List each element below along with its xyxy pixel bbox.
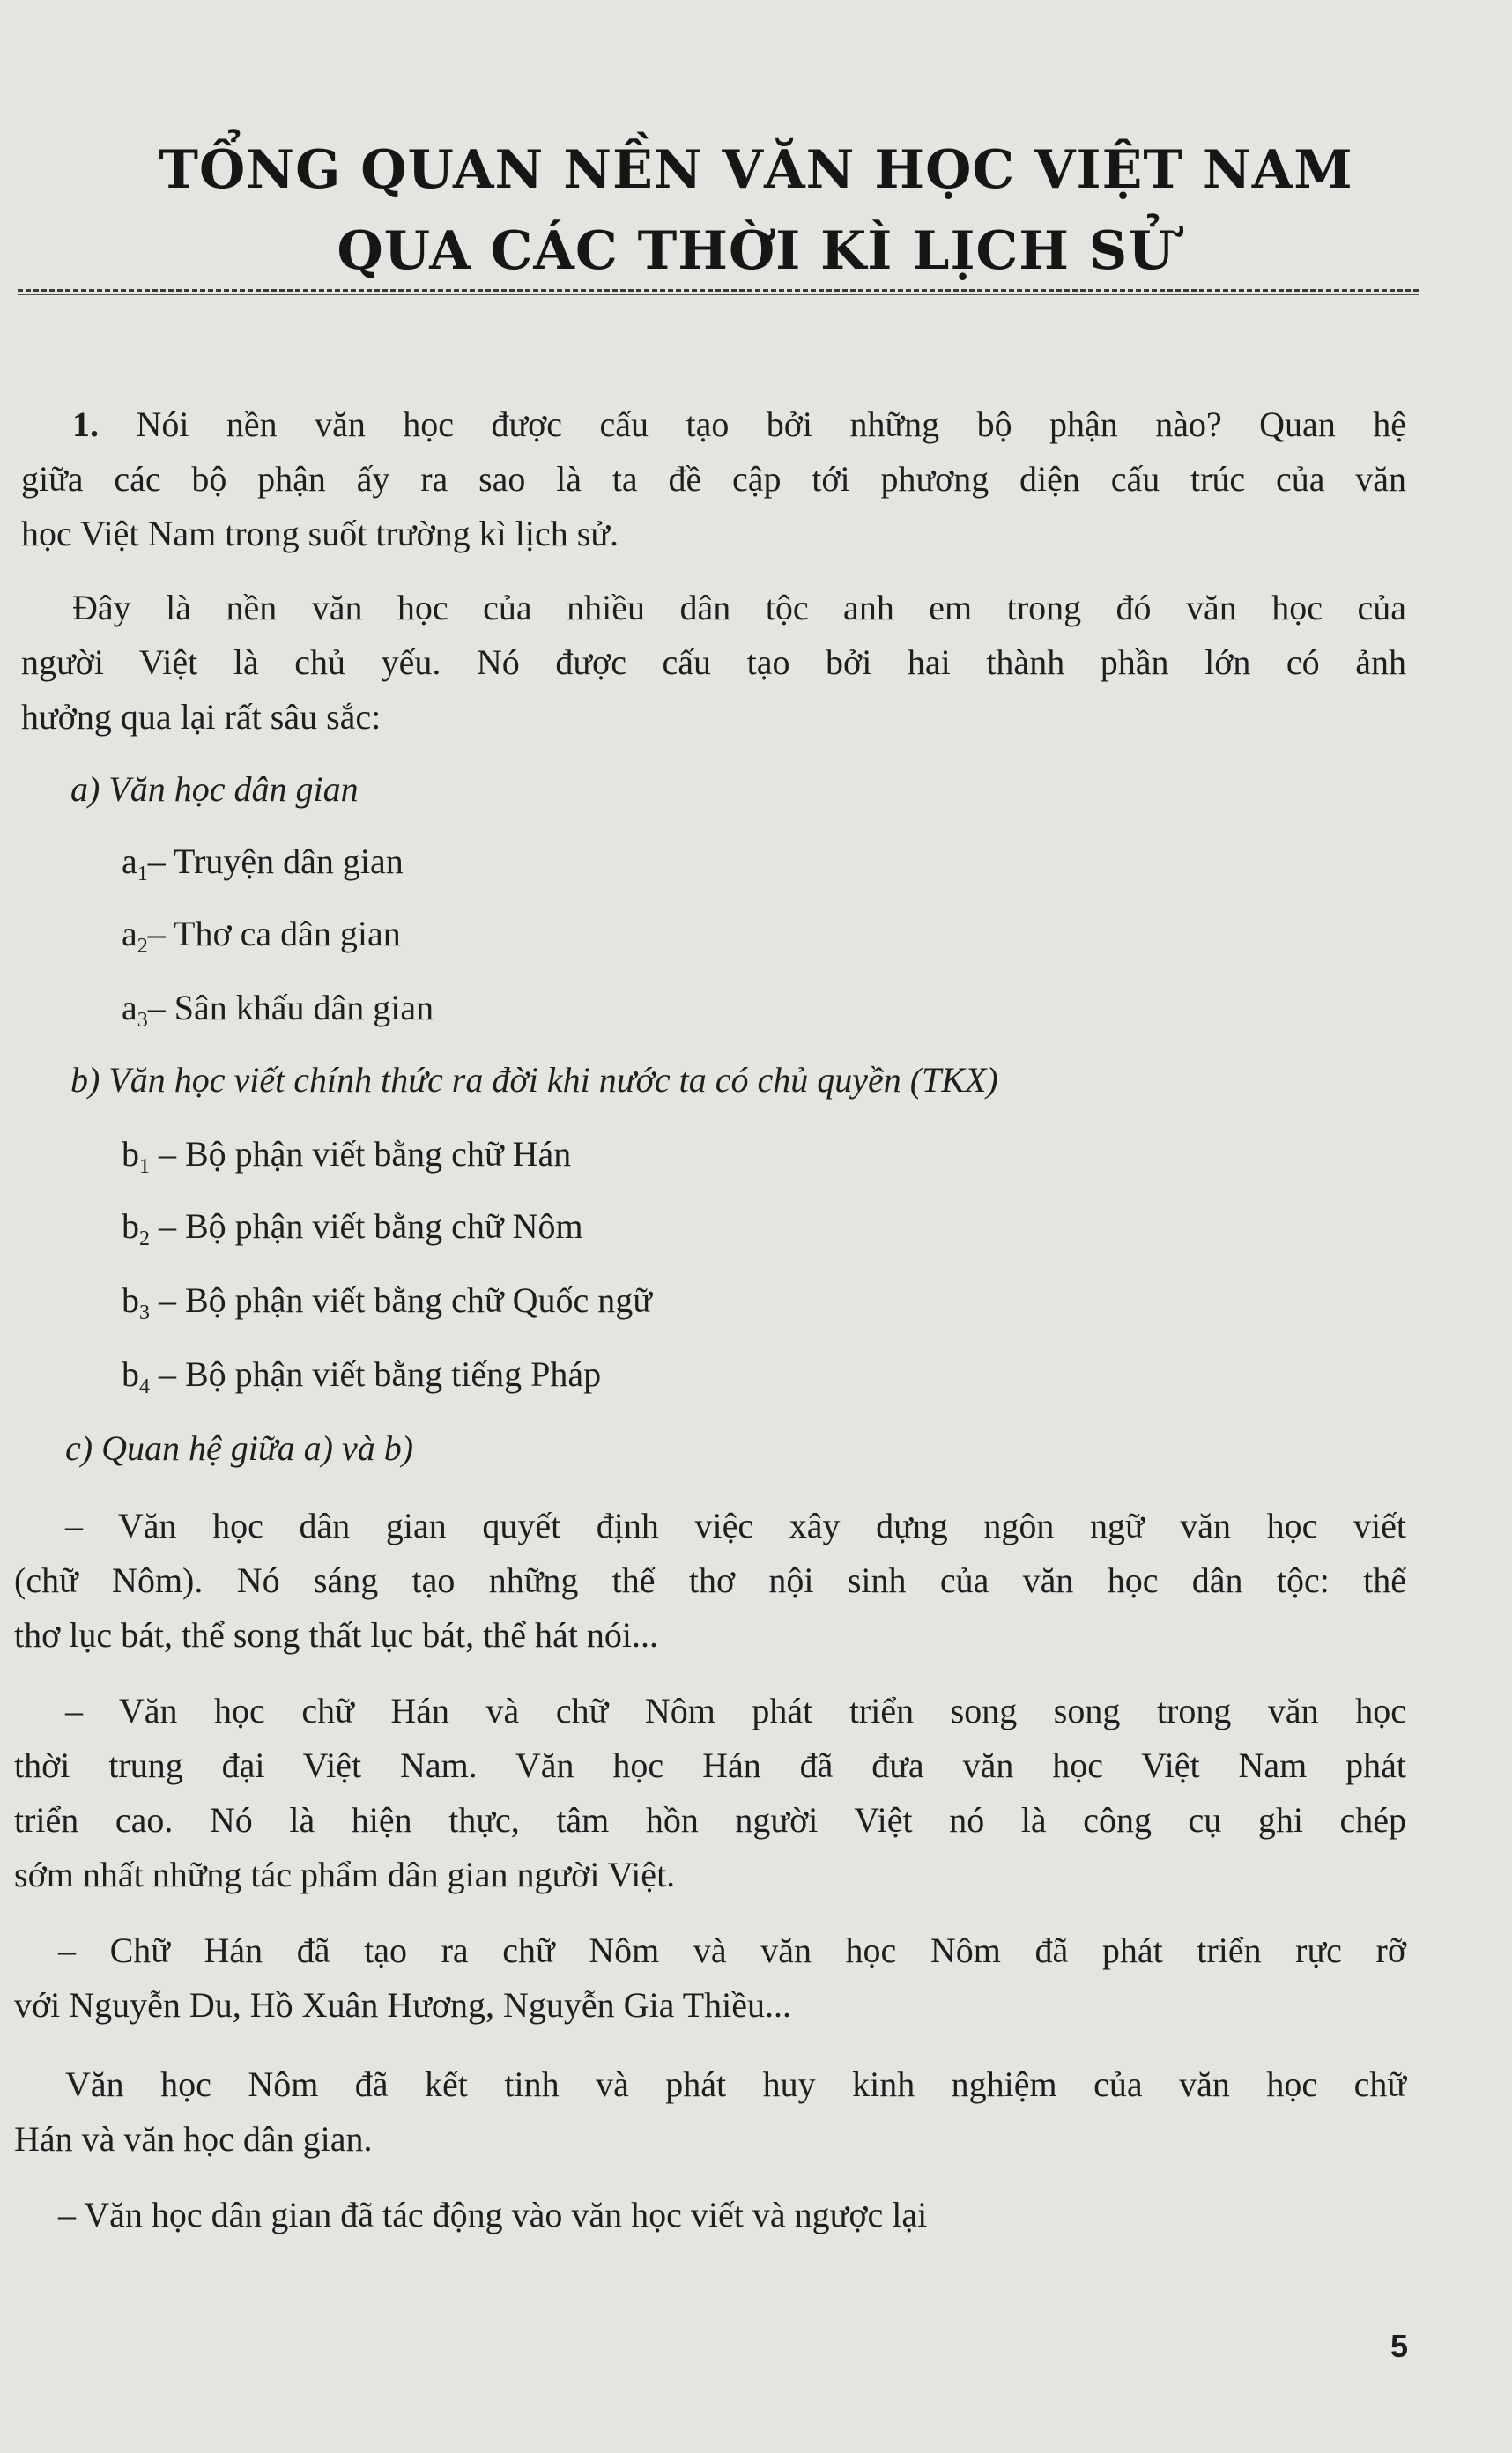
c-p5-line-1: – Văn học dân gian đã tác động vào văn học viết và ngược lại bbox=[58, 2195, 928, 2234]
section-b-item-2: $b_2$ – Bộ phận viết bằng chữ Nôm bbox=[122, 1206, 583, 1250]
c-p4-line-1: Văn học Nôm đã kết tinh và phát huy kinh nghiệm của văn học chữ bbox=[65, 2064, 1406, 2104]
para1-line-1-text: Nói nền văn học được cấu tạo bởi những bộ phận nào? Quan hệ bbox=[136, 404, 1407, 444]
c-p1-line-2: (chữ Nôm). Nó sáng tạo những thể thơ nội sinh của văn học dân tộc: thể bbox=[14, 1560, 1406, 1600]
title-divider bbox=[18, 289, 1419, 292]
para2-line-2: người Việt là chủ yếu. Nó được cấu tạo bởi hai thành phần lớn có ảnh bbox=[21, 642, 1406, 682]
para1-number: 1. bbox=[72, 404, 99, 444]
page-number: 5 bbox=[1390, 2328, 1409, 2364]
section-b-item-4: $b_4$ – Bộ phận viết bằng tiếng Pháp bbox=[122, 1354, 602, 1398]
para1-line-1 bbox=[21, 404, 1407, 444]
section-b-item-3: $b_3$ – Bộ phận viết bằng chữ Quốc ngữ bbox=[122, 1280, 652, 1324]
c-p2-line-3: triển cao. Nó là hiện thực, tâm hồn người Việt nó là công cụ ghi chép bbox=[14, 1800, 1406, 1840]
section-a-item-3: $a_3-$ Sân khấu dân gian bbox=[122, 988, 434, 1032]
c-p2-line-4: sớm nhất những tác phẩm dân gian người Việt. bbox=[14, 1855, 676, 1894]
section-c-heading: c) Quan hệ giữa a) và b) bbox=[65, 1428, 414, 1468]
c-p3-line-2: với Nguyễn Du, Hồ Xuân Hương, Nguyễn Gia Thiều... bbox=[14, 1985, 792, 2025]
section-b-heading: b) Văn học viết chính thức ra đời khi nước ta có chủ quyền (TKX) bbox=[70, 1060, 998, 1100]
page-title-line-2: QUA CÁC THỜI KÌ LỊCH SỬ bbox=[337, 220, 1175, 282]
c-p4-line-2: Hán và văn học dân gian. bbox=[14, 2119, 373, 2159]
c-p3-line-1: – Chữ Hán đã tạo ra chữ Nôm và văn học Nôm đã phát triển rực rỡ bbox=[58, 1931, 1406, 1970]
c-p1-line-1: – Văn học dân gian quyết định việc xây dựng ngôn ngữ văn học viết bbox=[65, 1506, 1406, 1545]
section-a-item-2: $a_2-$ Thơ ca dân gian bbox=[122, 914, 401, 958]
c-p2-line-2: thời trung đại Việt Nam. Văn học Hán đã đưa văn học Việt Nam phát bbox=[14, 1745, 1406, 1785]
section-b-item-1: $b_1$ – Bộ phận viết bằng chữ Hán bbox=[122, 1134, 572, 1178]
para1-line-2: giữa các bộ phận ấy ra sao là ta đề cập tới phương diện cấu trúc của văn bbox=[21, 459, 1406, 499]
para2-line-1: Đây là nền văn học của nhiều dân tộc anh em trong đó văn học của bbox=[72, 588, 1406, 627]
page-title-line-1: TỔNG QUAN NỀN VĂN HỌC VIỆT NAM bbox=[159, 139, 1353, 201]
title-divider-underline bbox=[18, 294, 1419, 295]
c-p1-line-3: thơ lục bát, thể song thất lục bát, thể hát nói... bbox=[14, 1615, 658, 1655]
para1-line-3: học Việt Nam trong suốt trường kì lịch sử. bbox=[21, 514, 619, 553]
section-a-heading: a) Văn học dân gian bbox=[70, 769, 359, 809]
c-p2-line-1: – Văn học chữ Hán và chữ Nôm phát triển song song trong văn học bbox=[65, 1691, 1406, 1730]
para2-line-3: hưởng qua lại rất sâu sắc: bbox=[21, 697, 382, 737]
section-a-item-1: $a_1-$ Truyện dân gian bbox=[122, 841, 404, 886]
